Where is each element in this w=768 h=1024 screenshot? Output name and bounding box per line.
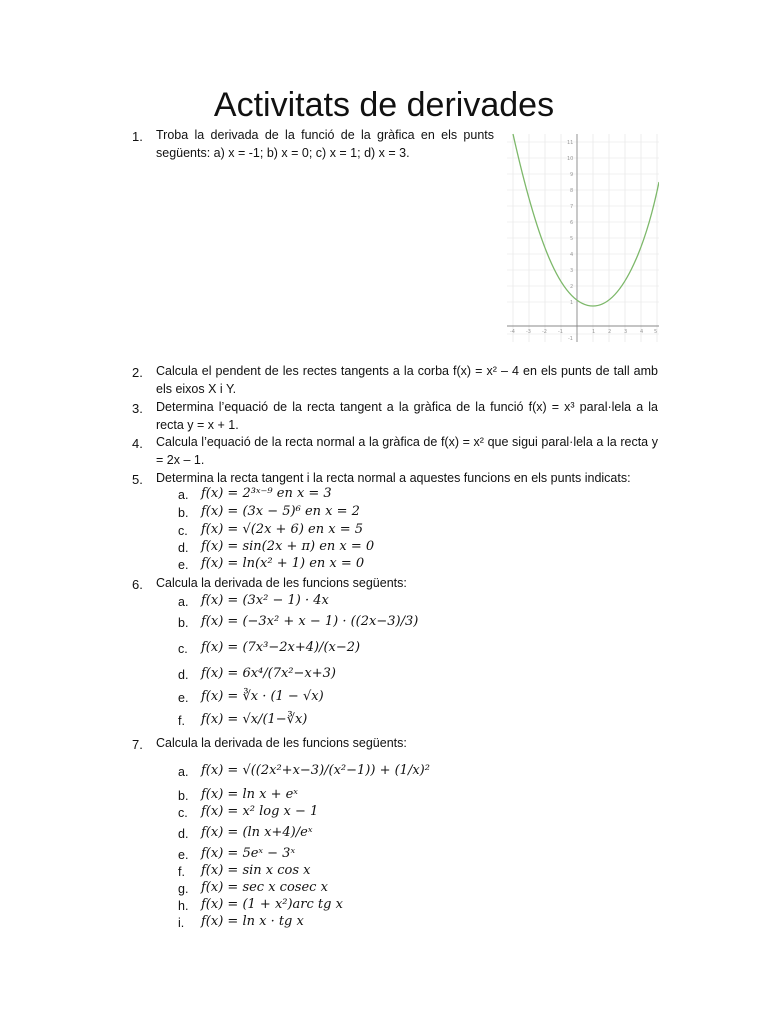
item-letter: c.	[178, 524, 188, 538]
item-letter: f.	[178, 865, 185, 879]
x-tick-label: -1	[558, 329, 563, 335]
question-text: Determina l’equació de la recta tangent a la gràfica de la funció f(x) = x³ paral·lela a la recta y = x + 1.	[156, 400, 658, 432]
item-letter: e.	[178, 691, 189, 705]
item-letter: a.	[178, 765, 189, 779]
y-tick-label: 4	[570, 252, 574, 258]
parabola-curve	[513, 134, 659, 306]
y-tick-label: 5	[570, 236, 574, 242]
x-tick-label: -3	[526, 329, 531, 335]
item-letter: f.	[178, 714, 185, 728]
x-tick-label: 4	[640, 329, 644, 335]
question-text: Calcula la derivada de les funcions següents:	[156, 736, 407, 750]
math-expression: f(x) = (7x³−2x+4)/(x−2)	[201, 640, 361, 655]
math-expression: f(x) = ln x + eˣ	[201, 787, 298, 802]
math-expression: f(x) = (3x − 5)⁶ en x = 2	[201, 504, 360, 519]
y-tick-label: 10	[567, 156, 574, 162]
item-letter: e.	[178, 558, 189, 572]
question-number: 6.	[132, 577, 143, 592]
page-title: Activitats de derivades	[213, 86, 555, 124]
math-expression: f(x) = 5eˣ − 3ˣ	[201, 846, 296, 861]
question-text: Troba la derivada de la funció de la gràfica en els punts següents: a) x = -1; b) x = 0; c) x = 1; d) x = 3.	[156, 128, 494, 160]
math-expression: f(x) = sec x cosec x	[201, 880, 328, 895]
math-expression: f(x) = 2³ˣ⁻⁹ en x = 3	[201, 486, 332, 501]
math-expression: f(x) = ∛x · (1 − √x)	[201, 689, 324, 704]
y-tick-label: 1	[570, 300, 574, 306]
parabola-graph	[505, 130, 659, 344]
y-tick-label: 11	[567, 140, 574, 146]
question-text: Calcula l’equació de la recta normal a la gràfica de f(x) = x² que sigui paral·lela a la recta y = 2x – 1.	[156, 435, 658, 467]
x-tick-label: -2	[542, 329, 547, 335]
y-tick-label: 8	[570, 188, 574, 194]
item-letter: a.	[178, 595, 189, 609]
item-letter: b.	[178, 616, 189, 630]
item-letter: d.	[178, 668, 189, 682]
item-letter: i.	[178, 916, 185, 930]
x-tick-label: 3	[624, 329, 628, 335]
item-letter: g.	[178, 882, 189, 896]
x-tick-label: 1	[592, 329, 596, 335]
x-tick-label: 2	[608, 329, 612, 335]
math-expression: f(x) = √(2x + 6) en x = 5	[201, 522, 363, 537]
item-letter: d.	[178, 827, 189, 841]
question-text: Determina la recta tangent i la recta normal a aquestes funcions en els punts indicats:	[156, 471, 631, 485]
math-expression: f(x) = sin x cos x	[201, 863, 311, 878]
item-letter: h.	[178, 899, 189, 913]
y-tick-label: -1	[568, 336, 573, 342]
math-expression: f(x) = (−3x² + x − 1) · ((2x−3)/3)	[201, 614, 419, 629]
math-expression: f(x) = (ln x+4)/eˣ	[201, 825, 313, 840]
item-letter: b.	[178, 506, 189, 520]
math-expression: f(x) = x² log x − 1	[201, 804, 319, 819]
math-expression: f(x) = ln x · tg x	[201, 914, 304, 929]
x-tick-label: -4	[510, 329, 515, 335]
y-tick-label: 2	[570, 284, 574, 290]
math-expression: f(x) = ln(x² + 1) en x = 0	[201, 556, 365, 571]
math-expression: f(x) = sin(2x + π) en x = 0	[201, 539, 375, 554]
item-letter: c.	[178, 806, 188, 820]
question-number: 7.	[132, 737, 143, 752]
math-expression: f(x) = (3x² − 1) · 4x	[201, 593, 329, 608]
item-letter: c.	[178, 642, 188, 656]
question-number: 4.	[132, 436, 143, 451]
y-tick-label: 3	[570, 268, 574, 274]
math-expression: f(x) = √x/(1−∛x)	[201, 712, 308, 727]
y-tick-label: 6	[570, 220, 574, 226]
question-number: 5.	[132, 472, 143, 487]
x-tick-label: 5	[654, 329, 658, 335]
item-letter: a.	[178, 488, 189, 502]
question-number: 2.	[132, 365, 143, 380]
item-letter: b.	[178, 789, 189, 803]
question-text: Calcula el pendent de les rectes tangents a la corba f(x) = x² – 4 en els punts de tall amb els eixos X i Y.	[156, 364, 658, 396]
math-expression: f(x) = √((2x²+x−3)/(x²−1)) + (1/x)²	[201, 763, 430, 778]
y-tick-label: 9	[570, 172, 574, 178]
item-letter: e.	[178, 848, 189, 862]
question-number: 3.	[132, 401, 143, 416]
question-text: Calcula la derivada de les funcions següents:	[156, 576, 407, 590]
question-number: 1.	[132, 129, 143, 144]
item-letter: d.	[178, 541, 189, 555]
math-expression: f(x) = 6x⁴/(7x²−x+3)	[201, 666, 336, 681]
math-expression: f(x) = (1 + x²)arc tg x	[201, 897, 343, 912]
y-tick-label: 7	[570, 204, 574, 210]
